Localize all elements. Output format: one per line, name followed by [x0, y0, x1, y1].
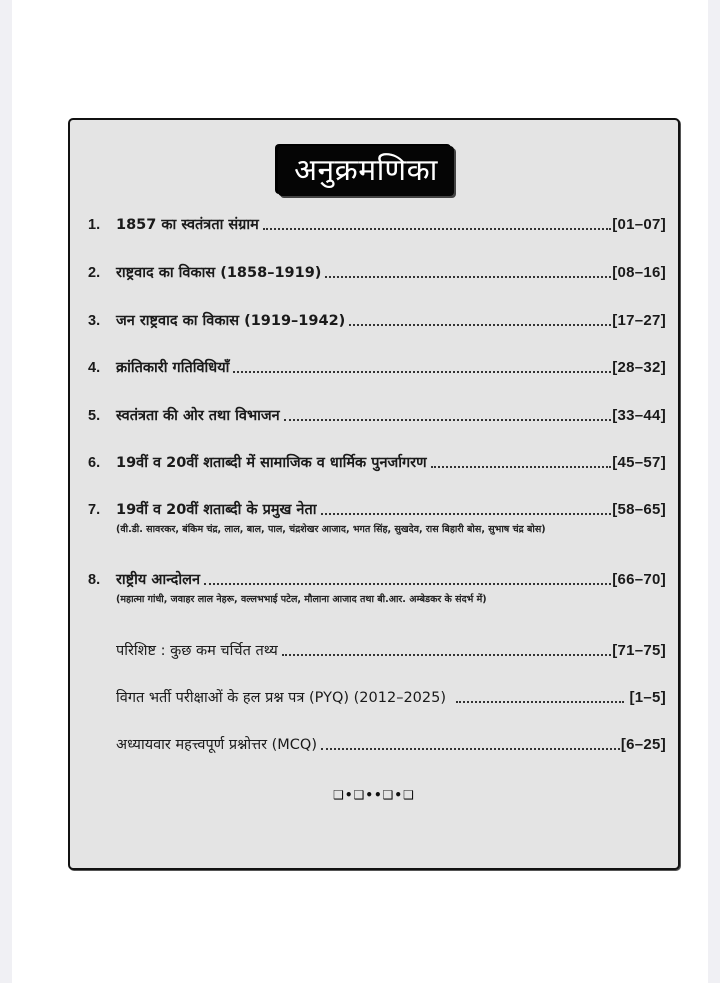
- entry-number: 6.: [88, 455, 101, 471]
- entry-title: विगत भर्ती परीक्षाओं के हल प्रश्न पत्र (PYQ) (2012–2025): [116, 690, 447, 706]
- document-page: [12, 0, 708, 983]
- ornament-divider-icon: ❑•❑••❑•❑: [333, 788, 415, 802]
- entry-pages: [08–16]: [612, 264, 666, 281]
- entry-pages: [45–57]: [612, 454, 666, 471]
- dot-leader: [325, 276, 611, 278]
- toc-entry-3[interactable]: [88, 311, 666, 331]
- dot-leader: [284, 419, 611, 421]
- dot-leader: [349, 324, 611, 326]
- entry-pages: [33–44]: [612, 407, 666, 424]
- title-banner: [278, 146, 454, 196]
- entry-pages: [1–5]: [629, 689, 666, 706]
- dot-leader: [263, 228, 611, 230]
- entry-title: राष्ट्रीय आन्दोलन: [116, 572, 201, 588]
- entry-title: 1857 का स्वतंत्रता संग्राम: [116, 217, 259, 233]
- entry-title: 19वीं व 20वीं शताब्दी में सामाजिक व धार्मिक पुनर्जागरण: [116, 455, 427, 471]
- toc-entry-2[interactable]: [88, 263, 666, 283]
- entry-number: 5.: [88, 408, 101, 424]
- dot-leader: [282, 654, 611, 656]
- page-title: अनुक्रमणिका: [294, 153, 438, 188]
- entry-title: राष्ट्रवाद का विकास (1858–1919): [116, 265, 322, 281]
- dot-leader: [233, 371, 611, 373]
- entry-pages: [6–25]: [620, 736, 666, 753]
- entry-number: 2.: [88, 265, 101, 281]
- entry-title: जन राष्ट्रवाद का विकास (1919–1942): [116, 313, 346, 329]
- dot-leader: [321, 748, 620, 750]
- entry-pages: [28–32]: [612, 359, 666, 376]
- toc-entry-1[interactable]: [88, 215, 666, 235]
- entry-pages: [58–65]: [612, 501, 666, 518]
- contents-frame: [68, 118, 680, 870]
- entry-title: परिशिष्ट : कुछ कम चर्चित तथ्य: [116, 643, 278, 659]
- toc-entry-6[interactable]: [88, 453, 666, 473]
- entry-number: 1.: [88, 217, 101, 233]
- entry-title: अध्यायवार महत्त्वपूर्ण प्रश्नोत्तर (MCQ): [116, 737, 317, 753]
- toc-appendix-1[interactable]: [88, 641, 666, 661]
- toc-appendix-2[interactable]: [88, 688, 666, 708]
- entry-pages: [01–07]: [612, 216, 666, 233]
- entry-title: क्रांतिकारी गतिविधियाँ: [116, 360, 230, 376]
- entry-subtext: (वी.डी. सावरकर, बंकिम चंद्र, लाल, बाल, पाल, चंद्रशेखर आजाद, भगत सिंह, सुखदेव, रास बिहारी बोस, सुभाष चंद्र बोस): [116, 524, 546, 535]
- dot-leader: [431, 466, 612, 468]
- entry-pages: [71–75]: [612, 642, 666, 659]
- toc-entry-5[interactable]: [88, 406, 666, 426]
- entry-number: 4.: [88, 360, 101, 376]
- dot-leader: [321, 513, 612, 515]
- entry-title: 19वीं व 20वीं शताब्दी के प्रमुख नेता: [116, 502, 317, 518]
- entry-number: 7.: [88, 502, 101, 518]
- dot-leader: [204, 583, 611, 585]
- toc-entry-4[interactable]: [88, 358, 666, 378]
- entry-number: 3.: [88, 313, 101, 329]
- entry-number: 8.: [88, 572, 101, 588]
- dot-leader: [456, 701, 624, 703]
- toc-entry-8[interactable]: [88, 570, 666, 607]
- entry-pages: [66–70]: [612, 571, 666, 588]
- entry-pages: [17–27]: [612, 312, 666, 329]
- entry-subtext: (महात्मा गांधी, जवाहर लाल नेहरू, वल्लभभाई पटेल, मौलाना आजाद तथा बी.आर. अम्बेडकर के संदर्भ में): [116, 594, 487, 605]
- toc-appendix-3[interactable]: [88, 735, 666, 755]
- toc-entry-7[interactable]: [88, 500, 666, 537]
- entry-title: स्वतंत्रता की ओर तथा विभाजन: [116, 408, 280, 424]
